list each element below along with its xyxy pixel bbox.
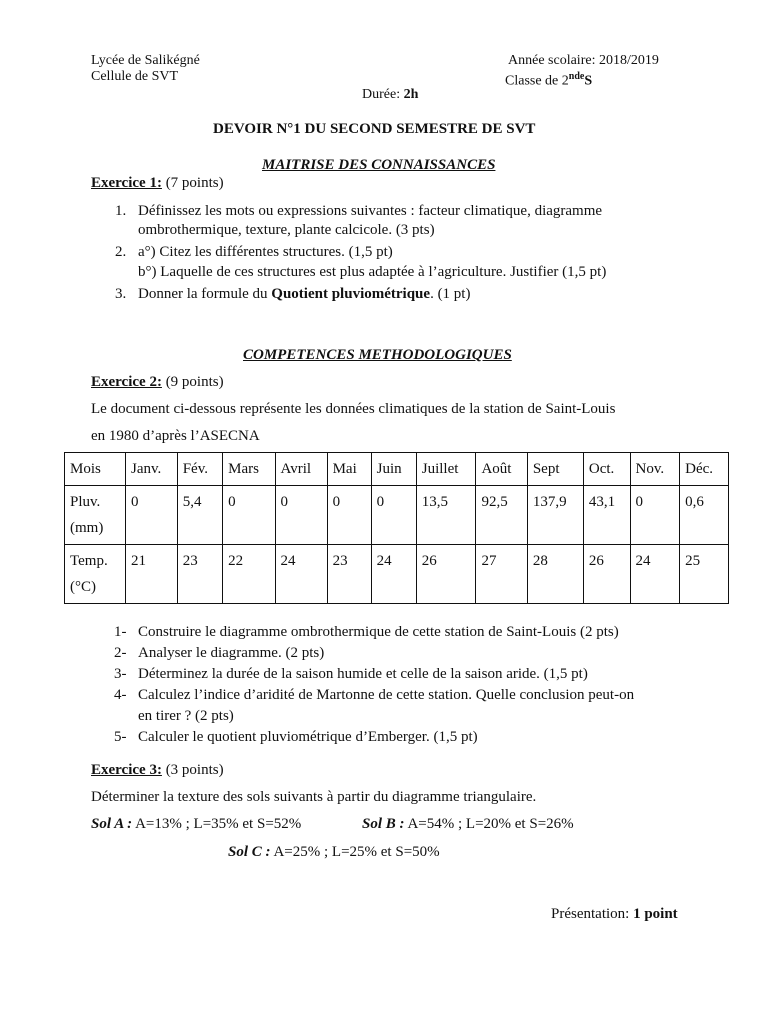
ex2-q5-number: 5- bbox=[114, 729, 127, 745]
ex2-intro-cont: en 1980 d’après l’ASECNA bbox=[91, 428, 260, 444]
ex2-q2-text: Analyser le diagramme. (2 pts) bbox=[138, 645, 325, 661]
table-cell: 0 bbox=[223, 486, 275, 545]
table-cell: 137,9 bbox=[527, 486, 583, 545]
school-name: Lycée de Salikégné bbox=[91, 53, 200, 68]
duration: Durée: 2h bbox=[362, 87, 419, 102]
ex2-q5-text: Calculer le quotient pluviométrique d’Emberger. (1,5 pt) bbox=[138, 729, 478, 745]
header-cell: Janv. bbox=[126, 453, 178, 486]
table-cell: 24 bbox=[371, 545, 416, 604]
header-cell: Sept bbox=[527, 453, 583, 486]
table-header-row bbox=[65, 453, 729, 486]
exercise-2-heading: Exercice 2: (9 points) bbox=[91, 374, 224, 390]
ex2-q3-number: 3- bbox=[114, 666, 127, 682]
table-cell: 0 bbox=[327, 486, 371, 545]
table-cell: 23 bbox=[177, 545, 222, 604]
table-cell: 43,1 bbox=[583, 486, 630, 545]
table-cell: 5,4 bbox=[177, 486, 222, 545]
header-cell: Fév. bbox=[177, 453, 222, 486]
soil-c: Sol C : A=25% ; L=25% et S=50% bbox=[228, 844, 440, 860]
table-cell: 21 bbox=[126, 545, 178, 604]
table-cell: 0,6 bbox=[680, 486, 729, 545]
rainfall-label: Pluv. (mm) bbox=[65, 486, 126, 545]
table-cell: 13,5 bbox=[416, 486, 476, 545]
ex2-q2-number: 2- bbox=[114, 645, 127, 661]
climate-data-table bbox=[64, 452, 729, 604]
table-cell: 0 bbox=[630, 486, 680, 545]
ex2-q4-text-cont: en tirer ? (2 pts) bbox=[138, 708, 234, 724]
table-cell: 26 bbox=[416, 545, 476, 604]
rainfall-row bbox=[65, 486, 729, 545]
ex2-q1-number: 1- bbox=[114, 624, 127, 640]
header-cell: Mai bbox=[327, 453, 371, 486]
header-cell: Août bbox=[476, 453, 527, 486]
class-label: Classe de 2ndeS bbox=[505, 71, 593, 89]
soil-b: Sol B : A=54% ; L=20% et S=26% bbox=[362, 816, 574, 832]
section-knowledge: MAITRISE DES CONNAISSANCES bbox=[262, 157, 496, 173]
ex1-q1-text-cont: ombrothermique, texture, plante calcicole. (3 pts) bbox=[138, 222, 435, 238]
table-cell: 22 bbox=[223, 545, 275, 604]
table-cell: 24 bbox=[630, 545, 680, 604]
exercise-1-heading: Exercice 1: (7 points) bbox=[91, 175, 224, 191]
table-cell: 25 bbox=[680, 545, 729, 604]
table-cell: 27 bbox=[476, 545, 527, 604]
table-cell: 0 bbox=[371, 486, 416, 545]
ex1-q3-text: Donner la formule du Quotient pluviométrique. (1 pt) bbox=[138, 286, 471, 302]
table-cell: 0 bbox=[126, 486, 178, 545]
ex1-q3-number: 3. bbox=[115, 286, 127, 302]
presentation-points: Présentation: 1 point bbox=[551, 906, 678, 922]
school-year: Année scolaire: 2018/2019 bbox=[508, 53, 659, 68]
table-cell: 92,5 bbox=[476, 486, 527, 545]
temperature-row bbox=[65, 545, 729, 604]
ex1-q1-number: 1. bbox=[115, 203, 127, 219]
ex2-q4-number: 4- bbox=[114, 687, 127, 703]
header-cell: Mars bbox=[223, 453, 275, 486]
header-cell: Juin bbox=[371, 453, 416, 486]
header-cell: Mois bbox=[65, 453, 126, 486]
ex2-q3-text: Déterminez la durée de la saison humide et celle de la saison aride. (1,5 pt) bbox=[138, 666, 588, 682]
section-methodology: COMPETENCES METHODOLOGIQUES bbox=[243, 347, 512, 363]
ex2-q1-text: Construire le diagramme ombrothermique de cette station de Saint-Louis (2 pts) bbox=[138, 624, 619, 640]
table-cell: 28 bbox=[527, 545, 583, 604]
header-cell: Avril bbox=[275, 453, 327, 486]
ex1-q2-number: 2. bbox=[115, 244, 127, 260]
exercise-3-heading: Exercice 3: (3 points) bbox=[91, 762, 224, 778]
table-cell: 0 bbox=[275, 486, 327, 545]
department-name: Cellule de SVT bbox=[91, 69, 179, 84]
ex1-q1-text: Définissez les mots ou expressions suivantes : facteur climatique, diagramme bbox=[138, 203, 603, 219]
ex2-q4-text: Calculez l’indice d’aridité de Martonne de cette station. Quelle conclusion peut-on bbox=[138, 687, 635, 703]
table-cell: 23 bbox=[327, 545, 371, 604]
header-cell: Déc. bbox=[680, 453, 729, 486]
page-title: DEVOIR N°1 DU SECOND SEMESTRE DE SVT bbox=[213, 121, 536, 137]
header-cell: Juillet bbox=[416, 453, 476, 486]
soil-a: Sol A : A=13% ; L=35% et S=52% bbox=[91, 816, 302, 832]
header-cell: Nov. bbox=[630, 453, 680, 486]
temperature-label: Temp. (°C) bbox=[65, 545, 126, 604]
ex1-q2a-text: a°) Citez les différentes structures. (1,5 pt) bbox=[138, 244, 393, 260]
header-cell: Oct. bbox=[583, 453, 630, 486]
ex3-intro: Déterminer la texture des sols suivants à partir du diagramme triangulaire. bbox=[91, 789, 537, 805]
table-cell: 24 bbox=[275, 545, 327, 604]
ex2-intro: Le document ci-dessous représente les données climatiques de la station de Saint-Louis bbox=[91, 401, 616, 417]
ex1-q2b-text: b°) Laquelle de ces structures est plus adaptée à l’agriculture. Justifier (1,5 pt) bbox=[138, 264, 607, 280]
table-cell: 26 bbox=[583, 545, 630, 604]
